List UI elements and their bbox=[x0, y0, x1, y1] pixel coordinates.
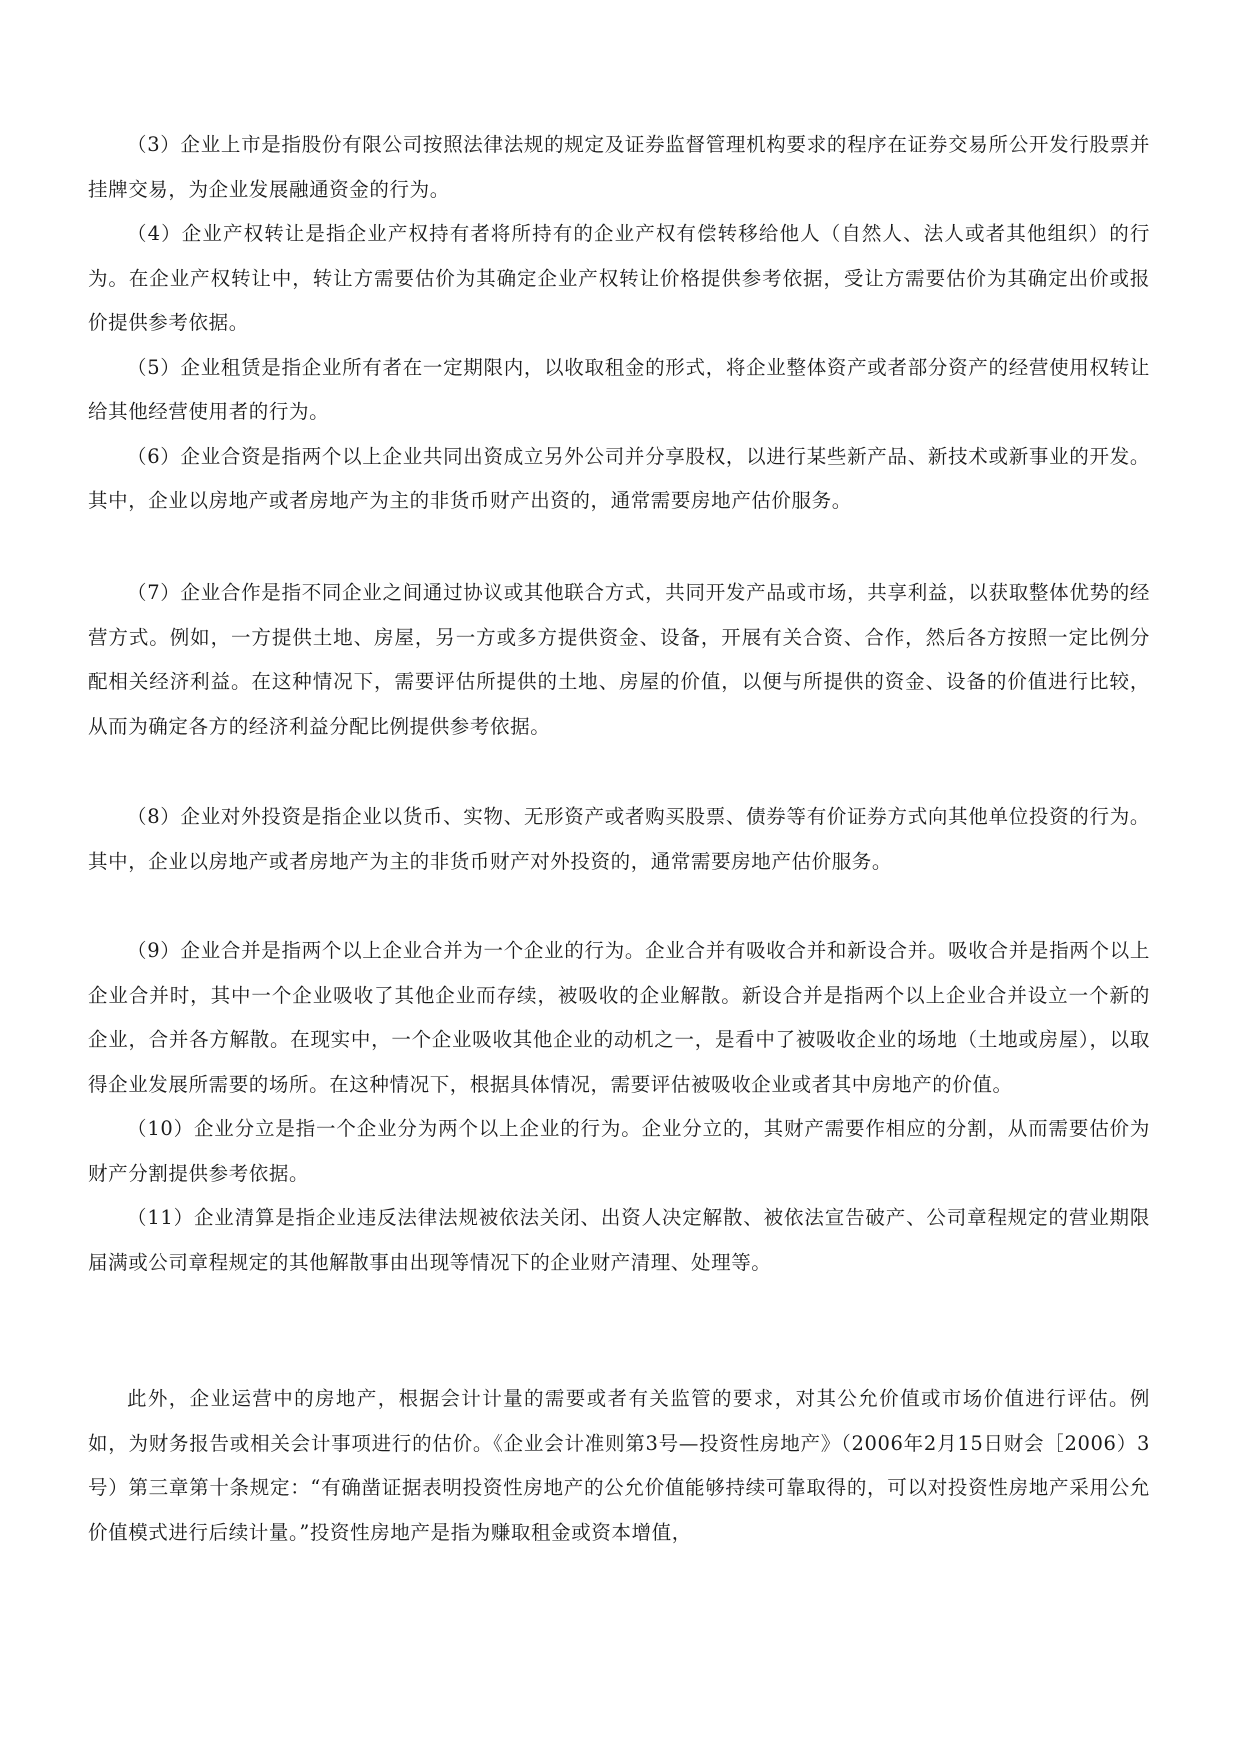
body-text-4 bbox=[88, 929, 1150, 1285]
body-text-3 bbox=[88, 795, 1150, 884]
paragraph-10: （10）企业分立是指一个企业分为两个以上企业的行为。企业分立的，其财产需要作相应的分割，从而需要估价为财产分割提供参考依据。 bbox=[88, 1117, 1150, 1185]
paragraph-6: （6）企业合资是指两个以上企业共同出资成立另外公司并分享股权，以进行某些新产品、新技术或新事业的开发。其中，企业以房地产或者房地产为主的非货币财产出资的，通常需要房地产估价服务。 bbox=[88, 444, 1150, 512]
paragraph-9: （9）企业合并是指两个以上企业合并为一个企业的行为。企业合并有吸收合并和新设合并。吸收合并是指两个以上企业合并时，其中一个企业吸收了其他企业而存续，被吸收的企业解散。新设合并是指两个以上企业合并设立一个新的企业，合并各方解散。在现实中，一个企业吸收其他企业的动机之一，是看中了被吸收企业的场地（土地或房屋），以取得企业发展所需要的场所。在这种情况下，根据具体情况，需要评估被吸收企业或者其中房地产的价值。 bbox=[88, 939, 1150, 1096]
paragraph-7: （7）企业合作是指不同企业之间通过协议或其他联合方式，共同开发产品或市场，共享利益，以获取整体优势的经营方式。例如，一方提供土地、房屋，另一方或多方提供资金、设备，开展有关合资、合作，然后各方按照一定比例分配相关经济利益。在这种情况下，需要评估所提供的土地、房屋的价值，以便与所提供的资金、设备的价值进行比较，从而为确定各方的经济利益分配比例提供参考依据。 bbox=[88, 581, 1150, 738]
paragraph-5: （5）企业租赁是指企业所有者在一定期限内，以收取租金的形式，将企业整体资产或者部分资产的经营使用权转让给其他经营使用者的行为。 bbox=[88, 355, 1150, 423]
paragraph-3: （3）企业上市是指股份有限公司按照法律法规的规定及证券监督管理机构要求的程序在证券交易所公开发行股票并挂牌交易，为企业发展融通资金的行为。 bbox=[88, 133, 1150, 201]
paragraph-4: （4）企业产权转让是指企业产权持有者将所持有的企业产权有偿转移给他人（自然人、法人或者其他组织）的行为。在企业产权转让中，转让方需要估价为其确定企业产权转让价格提供参考依据，受让方需要估价为其确定出价或报价提供参考依据。 bbox=[88, 222, 1150, 334]
body-text-5 bbox=[88, 1377, 1150, 1555]
paragraph-8: （8）企业对外投资是指企业以货币、实物、无形资产或者购买股票、债券等有价证券方式向其他单位投资的行为。其中，企业以房地产或者房地产为主的非货币财产对外投资的，通常需要房地产估价服务。 bbox=[88, 805, 1150, 873]
paragraph-11: （11）企业清算是指企业违反法律法规被依法关闭、出资人决定解散、被依法宣告破产、公司章程规定的营业期限届满或公司章程规定的其他解散事由出现等情况下的企业财产清理、处理等。 bbox=[88, 1206, 1150, 1274]
paragraph-additional: 此外，企业运营中的房地产，根据会计计量的需要或者有关监管的要求，对其公允价值或市场价值进行评估。例如，为财务报告或相关会计事项进行的估价。《企业会计准则第3号—投资性房地产》（2006年2月15日财会［2006）3号）第三章第十条规定：“有确凿证据表明投资性房地产的公允价值能够持续可靠取得的，可以对投资性房地产采用公允价值模式进行后续计量。”投资性房地产是指为赚取租金或资本增值， bbox=[88, 1387, 1150, 1544]
body-text-2 bbox=[88, 571, 1150, 749]
body-text bbox=[88, 123, 1150, 524]
